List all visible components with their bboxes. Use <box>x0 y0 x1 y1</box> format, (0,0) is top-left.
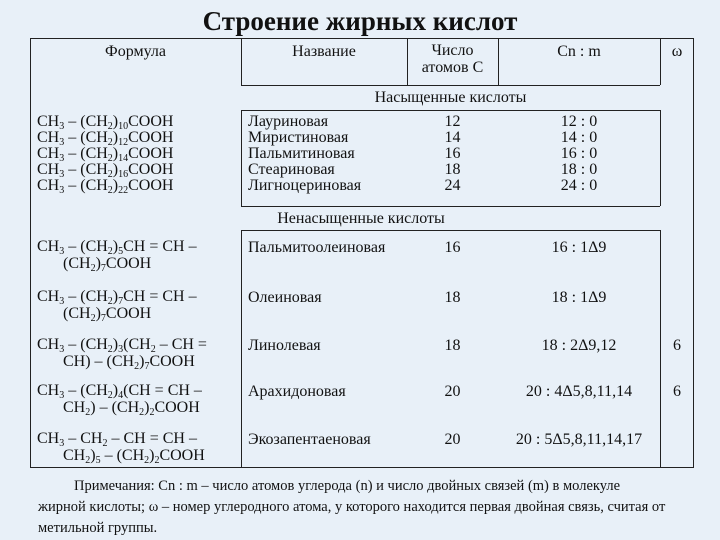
unsat-formula-4: $CH_3 - (CH_2)_4(CH$ = CH – $CH_2$) – $(CH_2)_2COOH$ <box>37 382 202 418</box>
carbon-count: 20 <box>444 383 461 400</box>
formula: $CH_3$ – $(CH_2)_{14}COOH$ <box>37 145 174 164</box>
divider <box>241 230 242 468</box>
header-carbon-count: Число атомов С <box>421 42 484 76</box>
divider <box>241 230 660 231</box>
cn-m-value: 24 : 0 <box>560 177 598 194</box>
acid-name: Стеариновая <box>248 161 335 178</box>
footnote <box>38 476 668 539</box>
saturated-names <box>248 114 361 194</box>
acid-name: Арахидоновая <box>248 383 346 400</box>
carbon-count: 18 <box>444 161 461 178</box>
saturated-ratio <box>498 114 660 194</box>
section-saturated: Насыщенные кислоты <box>374 89 527 106</box>
formula: $CH_3$ – $(CH_2)_{16}COOH$ <box>37 161 174 180</box>
formula: $CH_3$ – $(CH_2)_{22}COOH$ <box>37 177 174 196</box>
divider <box>660 110 661 206</box>
section-unsaturated: Ненасыщенные кислоты <box>277 210 445 227</box>
saturated-formulas <box>37 114 173 194</box>
carbon-count: 18 <box>444 337 461 354</box>
cn-m-value: 18 : 1Δ9 <box>551 289 607 306</box>
cn-m-value: 20 : 5Δ5,8,11,14,17 <box>515 431 643 448</box>
cn-m-value: 18 : 2Δ9,12 <box>541 337 617 354</box>
divider <box>241 110 660 111</box>
footnote-text: Примечания: Cn : m – число атомов углерода (n) и число двойных связей (m) в молекуле жирной кислоты; ω – номер углеродного атома, у которого находится первая двойная связь, считая от метильной группы. <box>38 478 666 536</box>
page-title: Строение жирных кислот <box>202 6 518 36</box>
divider <box>241 110 242 206</box>
carbon-count: 18 <box>444 289 461 306</box>
acid-name: Миристиновая <box>248 129 349 146</box>
carbon-count: 14 <box>444 129 461 146</box>
header-formula: Формула <box>105 43 166 60</box>
header-cn-m: Cn : m <box>557 43 601 60</box>
acid-name: Линолевая <box>248 337 321 354</box>
formula: $CH_3$ – $(CH_2)_{12}COOH$ <box>37 129 174 148</box>
acid-name: Экозапентаеновая <box>248 431 371 448</box>
cn-m-value: 12 : 0 <box>560 113 598 130</box>
cn-m-value: 14 : 0 <box>560 129 598 146</box>
acid-name: Пальмитиновая <box>248 145 355 162</box>
acid-name: Олеиновая <box>248 289 322 306</box>
header-omega: ω <box>671 43 683 60</box>
omega-value: 6 <box>673 337 681 354</box>
divider <box>241 85 660 86</box>
carbon-count: 20 <box>444 431 461 448</box>
divider <box>241 206 660 207</box>
carbon-count: 24 <box>444 177 461 194</box>
saturated-carbon <box>407 114 498 194</box>
omega-value: 6 <box>673 383 681 400</box>
formula: $CH_3$ – $(CH_2)_{10}COOH$ <box>37 113 174 132</box>
cn-m-value: 16 : 0 <box>560 145 598 162</box>
unsat-formula-2: $CH_3 - (CH_2)_7CH$ = CH – $(CH_2)_7COOH$ <box>37 288 197 324</box>
unsat-formula-3: $CH_3 - (CH_2)_3(CH_2$ – CH = $CH) - (CH_2)_7COOH$ <box>37 336 207 372</box>
carbon-count: 16 <box>444 145 461 162</box>
cn-m-value: 18 : 0 <box>560 161 598 178</box>
acid-name: Лигноцериновая <box>248 177 362 194</box>
cn-m-value: 20 : 4Δ5,8,11,14 <box>525 383 633 400</box>
carbon-count: 12 <box>444 113 461 130</box>
cn-m-value: 16 : 1Δ9 <box>551 239 607 256</box>
acid-name: Лауриновая <box>248 113 329 130</box>
unsat-formula-1: $CH_3 - (CH_2)_5CH$ = CH – $(CH_2)_7COOH$ <box>37 238 197 274</box>
unsat-formula-5: $CH_3 - CH_2$ – CH = CH – $CH_2)_5$ – $(CH_2)_2COOH$ <box>37 430 205 466</box>
acid-name: Пальмитоолеиновая <box>248 239 386 256</box>
header-name: Название <box>292 43 356 60</box>
carbon-count: 16 <box>444 239 461 256</box>
